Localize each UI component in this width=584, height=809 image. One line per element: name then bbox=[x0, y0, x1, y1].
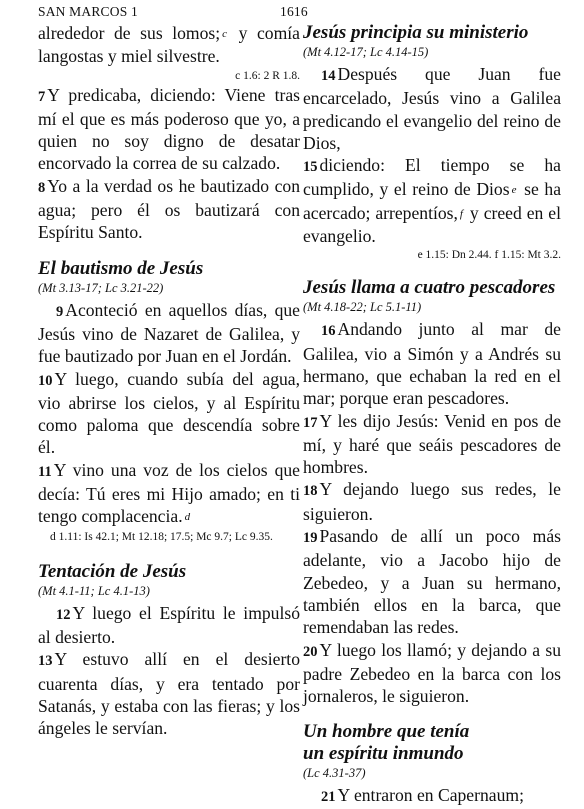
section-crossref: (Mt 3.13-17; Lc 3.21-22) bbox=[38, 280, 164, 295]
verse-10: 10 Y luego, cuando subía del agua, vio abrirse los cielos, y al Espíritu como paloma que descendía sobre él. bbox=[38, 368, 300, 458]
section-heading-tentacion: Tentación de Jesús bbox=[38, 560, 187, 582]
verse-number: 12 bbox=[56, 606, 71, 623]
verse-19: 19 Pasando de allí un poco más adelante, vio a Jacobo hijo de Zebedeo, y a Juan su hermano, también ellos en la barca, que remendaban las redes. bbox=[303, 526, 561, 638]
verse-14: 14 Después que Juan fue encarcelado, Jesús vino a Galilea predicando el evangelio del reino de Dios, bbox=[303, 64, 561, 153]
verse-11: 11 Y vino una voz de los cielos que decía: Tú eres mi Hijo amado; en ti tengo complacencia. d bbox=[38, 459, 300, 527]
verse-number: 18 bbox=[303, 483, 318, 500]
right-column bbox=[303, 22, 561, 809]
verse-7: 7 Y predicaba, diciendo: Viene tras mí el que es más poderoso que yo, a quien no soy digno de desatar encorvado la correa de su calzado. bbox=[38, 84, 300, 174]
page-number: 1616 bbox=[280, 4, 308, 19]
verse-number: 8 bbox=[38, 179, 46, 196]
verse-9: 9 Aconteció en aquellos días, que Jesús vino de Nazaret de Galilea, y fue bautizado por Juan en el Jordán. bbox=[38, 299, 300, 367]
section-heading-espiritu-inmundo: Un hombre que tenía un espíritu inmundo bbox=[303, 721, 470, 765]
footnote-ref-d: d bbox=[184, 511, 191, 524]
verse-number: 19 bbox=[303, 530, 318, 547]
verse-13: 13 Y estuvo allí en el desierto cuarenta días, y era tentado por Satanás, y estaba con las fieras; y los ángeles le servían. bbox=[38, 649, 300, 739]
verse-number: 17 bbox=[303, 414, 318, 431]
verse-number: 21 bbox=[321, 789, 336, 806]
verse-15: 15 diciendo: El tiempo se ha cumplido, y el reino de Dios e se ha acercado; arrepentíos, f y creed en el evangelio. bbox=[303, 155, 561, 247]
verse-number: 9 bbox=[56, 303, 64, 320]
section-crossref: (Lc 4.31-37) bbox=[303, 766, 366, 781]
footnote-e-f: e 1.15: Dn 2.44. f 1.15: Mt 3.2. bbox=[417, 249, 561, 262]
section-crossref: (Mt 4.1-11; Lc 4.1-13) bbox=[38, 583, 150, 598]
verse-number: 20 bbox=[303, 643, 318, 660]
verse-number: 15 bbox=[303, 159, 318, 176]
section-heading-pescadores: Jesús llama a cuatro pescadores bbox=[303, 277, 556, 299]
verse-number: 11 bbox=[38, 463, 52, 480]
verse-18: 18 Y dejando luego sus redes, le siguieron. bbox=[303, 479, 561, 524]
footnote-ref-f: f bbox=[459, 207, 463, 220]
section-crossref: (Mt 4.12-17; Lc 4.14-15) bbox=[303, 45, 429, 59]
section-heading-bautismo: El bautismo de Jesús bbox=[38, 257, 204, 279]
verse-16: 16 Andando junto al mar de Galilea, vio a Simón y a Andrés su hermano, que echaban la red en el mar; porque eran pescadores. bbox=[303, 319, 561, 409]
verse-number: 7 bbox=[38, 88, 46, 105]
verse-6-continued: alrededor de sus lomos; c y comía langostas y miel silvestre. bbox=[38, 23, 300, 67]
verse-20: 20 Y luego los llamó; y dejando a su padre Zebedeo en la barca con los jornaleros, le siguieron. bbox=[303, 639, 561, 707]
footnote-ref-e: e bbox=[511, 184, 517, 197]
footnote-ref-c: c bbox=[222, 28, 228, 40]
verse-number: 16 bbox=[321, 323, 336, 340]
verse-17: 17 Y les dijo Jesús: Venid en pos de mí, y haré que seáis pescadores de hombres. bbox=[303, 410, 561, 478]
verse-21: 21 Y entraron en Capernaum; bbox=[321, 785, 524, 806]
verse-number: 14 bbox=[321, 68, 336, 84]
section-heading-ministerio: Jesús principia su ministerio bbox=[303, 22, 529, 43]
section-crossref: (Mt 4.18-22; Lc 5.1-11) bbox=[303, 300, 422, 315]
verse-12: 12 Y luego el Espíritu le impulsó al desierto. bbox=[38, 602, 300, 647]
footnote-d: d 1.11: Is 42.1; Mt 12.18; 17.5; Mc 9.7; Lc 9.35. bbox=[50, 530, 273, 543]
footnote-c: c 1.6: 2 R 1.8. bbox=[235, 69, 300, 82]
left-column bbox=[38, 22, 300, 739]
verse-number: 13 bbox=[38, 653, 53, 670]
running-head: SAN MARCOS 1 bbox=[38, 4, 138, 19]
verse-8: 8 Yo a la verdad os he bautizado con agua; pero él os bautizará con Espíritu Santo. bbox=[38, 175, 300, 243]
verse-number: 10 bbox=[38, 372, 53, 389]
